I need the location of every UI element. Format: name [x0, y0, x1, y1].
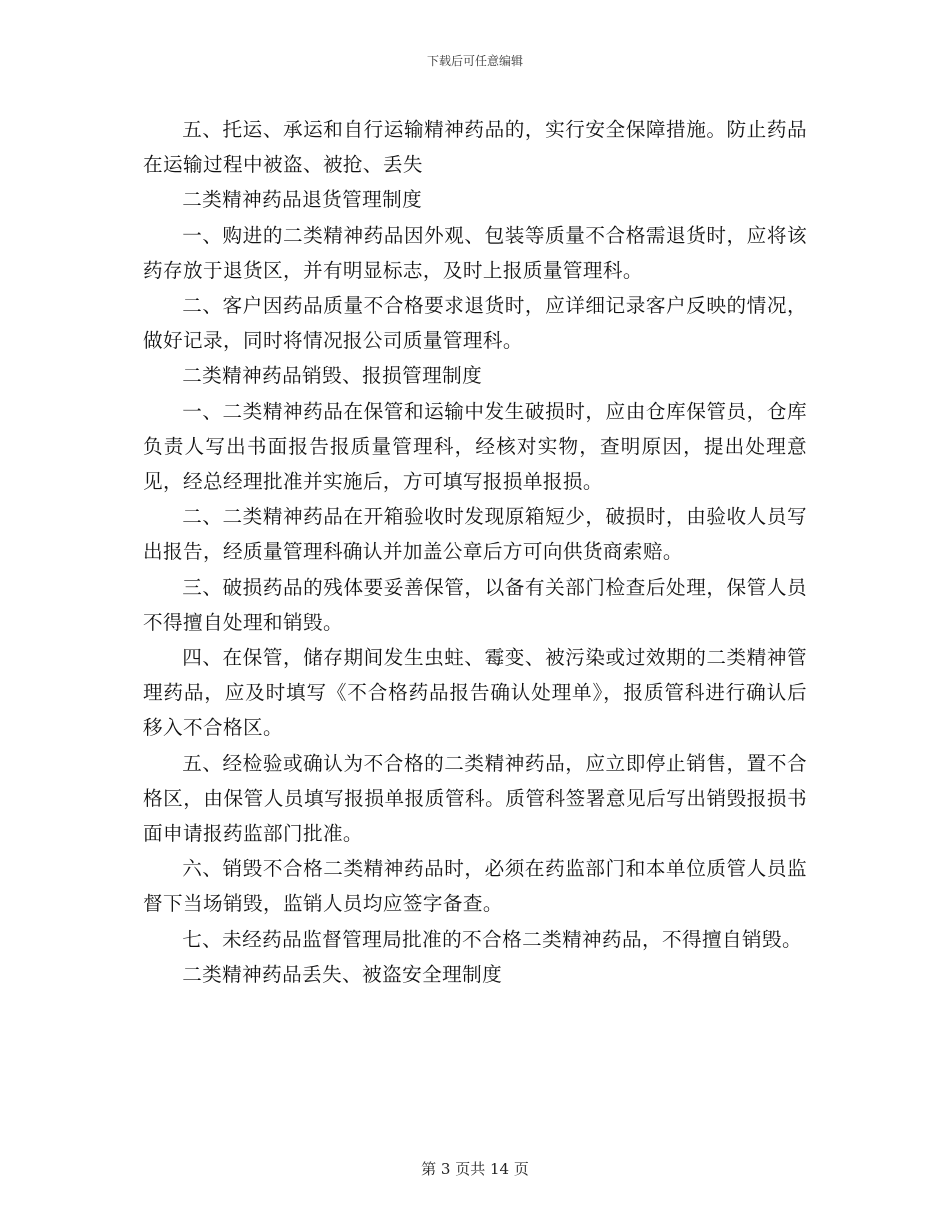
section-heading-destruction: 二类精神药品销毁、报损管理制度	[182, 364, 483, 388]
section-heading-loss-theft: 二类精神药品丢失、被盗安全理制度	[182, 962, 503, 986]
paragraph-destruction-2: 二、二类精神药品在开箱验收时发现原箱短少，破损时，由验收人员写出报告，经质量管理科确认并加盖公章后方可向供货商索赔。	[143, 505, 807, 564]
paragraph-destruction-6: 六、销毁不合格二类精神药品时，必须在药监部门和本单位质管人员监督下当场销毁，监销人员均应签字备查。	[143, 857, 807, 916]
page-header: 下载后可任意编辑	[426, 54, 523, 68]
page-footer: 第 3 页共 14 页	[421, 1160, 529, 1178]
paragraph-returns-1: 一、购进的二类精神药品因外观、包装等质量不合格需退货时，应将该药存放于退货区，并有明显标志，及时上报质量管理科。	[143, 223, 807, 282]
paragraph-returns-2: 二、客户因药品质量不合格要求退货时，应详细记录客户反映的情况，做好记录，同时将情况报公司质量管理科。	[143, 294, 807, 353]
paragraph-destruction-7: 七、未经药品监督管理局批准的不合格二类精神药品，不得擅自销毁。	[182, 927, 802, 951]
paragraph-destruction-1: 一、二类精神药品在保管和运输中发生破损时，应由仓库保管员，仓库负责人写出书面报告报质量管理科，经核对实物，查明原因，提出处理意见，经总经理批准并实施后，方可填写报损单报损。	[143, 399, 807, 494]
paragraph-destruction-4: 四、在保管，储存期间发生虫蛀、霉变、被污染或过效期的二类精神管理药品，应及时填写《不合格药品报告确认处理单》，报质管科进行确认后移入不合格区。	[143, 646, 807, 740]
paragraph-transport-safety: 五、托运、承运和自行运输精神药品的，实行安全保障措施。防止药品在运输过程中被盗、被抢、丢失	[143, 118, 807, 177]
document-body	[143, 112, 807, 992]
paragraph-destruction-3: 三、破损药品的残体要妥善保管，以备有关部门检查后处理，保管人员不得擅自处理和销毁。	[143, 575, 807, 634]
section-heading-returns: 二类精神药品退货管理制度	[182, 188, 423, 212]
paragraph-destruction-5: 五、经检验或确认为不合格的二类精神药品，应立即停止销售，置不合格区，由保管人员填写报损单报质管科。质管科签署意见后写出销毁报损书面申请报药监部门批准。	[143, 751, 807, 846]
